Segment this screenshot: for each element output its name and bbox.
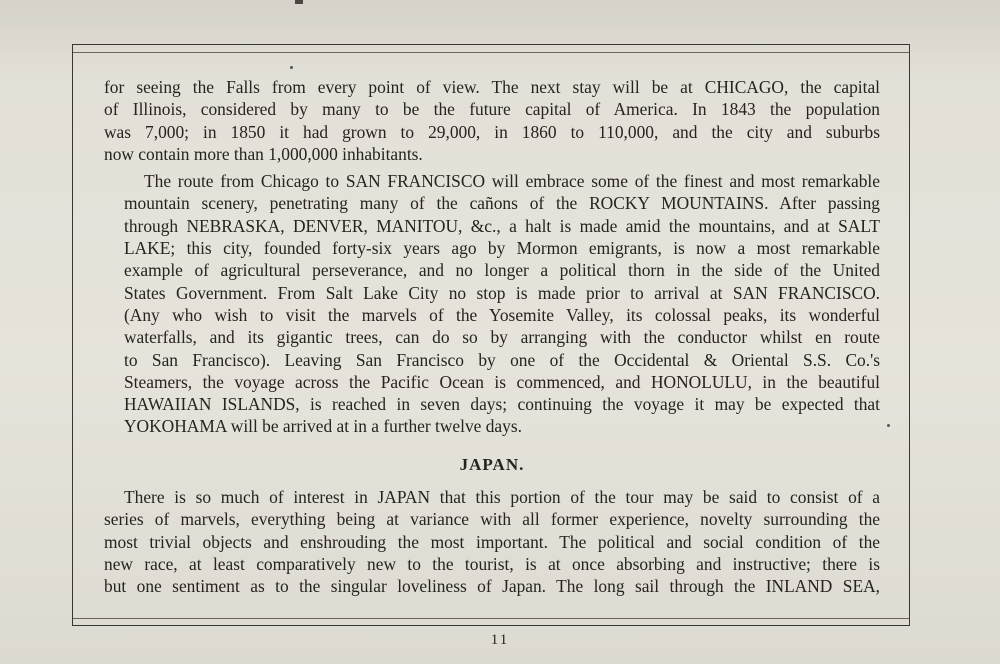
paragraph-san-francisco-route (104, 170, 880, 438)
body-text (104, 76, 880, 438)
paragraph-japan (104, 486, 880, 597)
text-line: YOKOHAMA will be arrived at in a further twelve days. (124, 416, 522, 437)
text-line: series of marvels, everything being at variance with all former experience, novelty surrounding the (104, 509, 880, 530)
text-line: was 7,000; in 1850 it had grown to 29,000, in 1860 to 110,000, and the city and suburbs (104, 121, 880, 142)
text-line: mountain scenery, penetrating many of the cañons of the ROCKY MOUNTAINS. After passing (124, 193, 880, 214)
text-line: example of agricultural perseverance, and no longer a political thorn in the side of the United (124, 260, 880, 281)
text-line: Steamers, the voyage across the Pacific Ocean is commenced, and HONOLULU, in the beautiful (124, 371, 880, 392)
frame-top-rule (73, 52, 909, 53)
page-number: 11 (490, 632, 510, 648)
text-line: States Government. From Salt Lake City no stop is made prior to arrival at SAN FRANCISCO. (124, 282, 880, 303)
text-line: but one sentiment as to the singular loveliness of Japan. The long sail through the INLAND SEA, (104, 576, 880, 597)
text-line: to San Francisco). Leaving San Francisco by one of the Occidental & Oriental S.S. Co.'s (124, 349, 880, 370)
text-line: There is so much of interest in JAPAN that this portion of the tour may be said to consist of a (124, 487, 880, 507)
top-edge-mark (295, 0, 303, 4)
text-line: new race, at least comparatively new to the tourist, is at once absorbing and instructive; there is (104, 553, 880, 574)
text-line: through NEBRASKA, DENVER, MANITOU, &c., a halt is made amid the mountains, and at SALT (124, 215, 880, 236)
text-line: LAKE; this city, founded forty-six years ago by Mormon emigrants, is now a most remarkable (124, 238, 880, 259)
text-line: for seeing the Falls from every point of view. The next stay will be at CHICAGO, the capital (104, 77, 880, 97)
text-line: HAWAIIAN ISLANDS, is reached in seven days; continuing the voyage it may be expected that (124, 394, 880, 415)
paragraph-chicago (104, 76, 880, 165)
paper-speck (290, 66, 293, 69)
text-line: waterfalls, and its gigantic trees, can do so by arranging with the conductor whilst en route (124, 327, 880, 348)
text-line: (Any who wish to visit the marvels of the Yosemite Valley, its colossal peaks, its wonderful (124, 304, 880, 325)
section-heading-japan: JAPAN. (459, 455, 525, 474)
text-line: most trivial objects and enshrouding the most important. The political and social condition of the (104, 531, 880, 552)
text-line: of Illinois, considered by many to be the future capital of America. In 1843 the population (104, 99, 880, 120)
text-line: now contain more than 1,000,000 inhabitants. (104, 143, 423, 164)
frame-bottom-rule (73, 618, 909, 619)
text-line: The route from Chicago to SAN FRANCISCO will embrace some of the finest and most remarkable (144, 171, 880, 192)
paper-speck (887, 424, 890, 427)
